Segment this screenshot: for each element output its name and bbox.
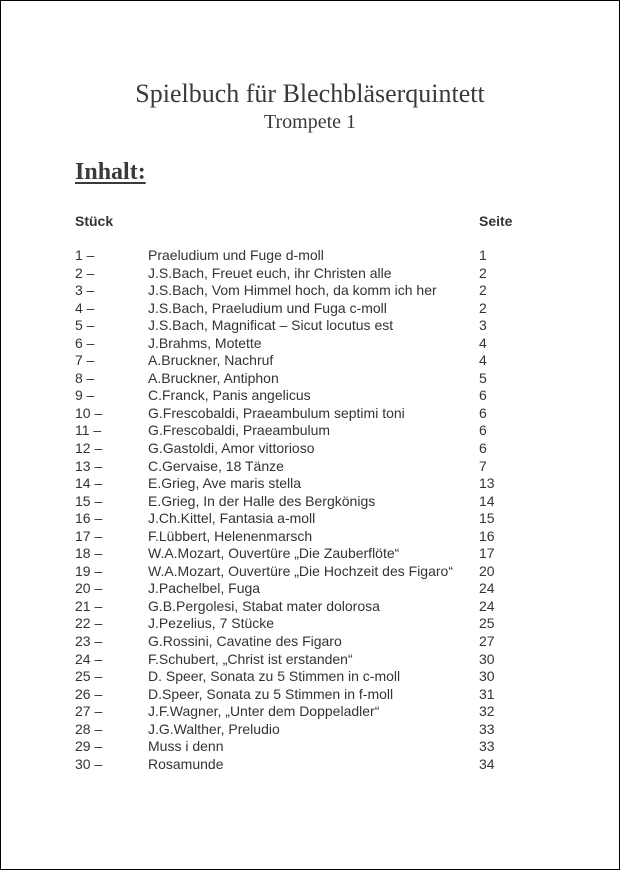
- entry-page-number: 31: [479, 685, 495, 702]
- toc-entry: [75, 405, 535, 423]
- entry-number: 12 –: [75, 440, 103, 457]
- entry-page-number: 15: [479, 510, 495, 527]
- toc-entry: [75, 686, 535, 704]
- entry-title: J.Brahms, Motette: [148, 334, 262, 351]
- entry-number: 28 –: [75, 720, 103, 737]
- toc-entry: [75, 580, 535, 598]
- entry-number: 10 –: [75, 404, 103, 421]
- entry-title: E.Grieg, In der Halle des Bergkönigs: [148, 492, 376, 509]
- entry-page-number: 6: [479, 422, 487, 439]
- entry-title: J.Ch.Kittel, Fantasia a-moll: [148, 510, 316, 527]
- entry-number: 19 –: [75, 562, 103, 579]
- entry-number: 15 –: [75, 492, 103, 509]
- entry-number: 2 –: [75, 264, 95, 281]
- page-column-header: Seite: [479, 213, 513, 229]
- entry-number: 17 –: [75, 527, 103, 544]
- entry-title: Muss i denn: [148, 738, 224, 755]
- entry-page-number: 30: [479, 668, 495, 685]
- entry-title: D. Speer, Sonata zu 5 Stimmen in c-moll: [148, 668, 401, 685]
- entry-number: 20 –: [75, 580, 103, 597]
- toc-entry: [75, 440, 535, 458]
- toc-entry: [75, 282, 535, 300]
- piece-column-header: Stück: [75, 213, 114, 229]
- entry-page-number: 3: [479, 317, 487, 334]
- entry-number: 3 –: [75, 282, 95, 299]
- entry-page-number: 32: [479, 703, 495, 720]
- toc-entry: [75, 668, 535, 686]
- entry-number: 5 –: [75, 317, 95, 334]
- entry-title: W.A.Mozart, Ouvertüre „Die Hochzeit des Figaro“: [148, 562, 453, 579]
- entry-number: 6 –: [75, 334, 95, 351]
- entry-title: W.A.Mozart, Ouvertüre „Die Zauberflöte“: [148, 545, 400, 562]
- entry-title: G.Gastoldi, Amor vittorioso: [148, 440, 315, 457]
- entry-number: 18 –: [75, 545, 103, 562]
- contents-heading: Inhalt:: [75, 159, 146, 185]
- entry-number: 4 –: [75, 299, 95, 316]
- entry-page-number: 6: [479, 404, 487, 421]
- toc-entry: [75, 756, 535, 774]
- toc-entry: [75, 352, 535, 370]
- toc-entry: [75, 317, 535, 335]
- toc-entry: [75, 651, 535, 669]
- document-title: Spielbuch für Blechbläserquintett: [135, 79, 485, 108]
- toc-entry: [75, 247, 535, 265]
- entry-number: 8 –: [75, 369, 95, 386]
- entry-number: 24 –: [75, 650, 103, 667]
- toc-entry: [75, 510, 535, 528]
- entry-page-number: 4: [479, 352, 487, 369]
- entry-page-number: 14: [479, 492, 495, 509]
- entry-title: C.Gervaise, 18 Tänze: [148, 457, 284, 474]
- entry-number: 14 –: [75, 475, 103, 492]
- toc-entry: [75, 265, 535, 283]
- entry-page-number: 4: [479, 334, 487, 351]
- entry-title: J.S.Bach, Freuet euch, ihr Christen alle: [148, 264, 392, 281]
- toc-entry: [75, 387, 535, 405]
- toc-entry: [75, 563, 535, 581]
- document-subtitle: Trompete 1: [263, 111, 357, 133]
- entry-number: 1 –: [75, 247, 95, 263]
- entry-number: 21 –: [75, 597, 103, 614]
- entry-number: 23 –: [75, 633, 103, 650]
- entry-page-number: 2: [479, 282, 487, 299]
- entry-title: J.F.Wagner, „Unter dem Doppeladler“: [148, 703, 380, 720]
- toc-entry: [75, 300, 535, 318]
- entry-page-number: 33: [479, 720, 495, 737]
- entry-page-number: 27: [479, 633, 495, 650]
- toc-entry: [75, 703, 535, 721]
- toc-entry: [75, 370, 535, 388]
- entry-number: 22 –: [75, 615, 103, 632]
- toc-entry: [75, 545, 535, 563]
- toc-entry: [75, 721, 535, 739]
- entry-title: Praeludium und Fuge d-moll: [148, 247, 324, 263]
- entry-page-number: 6: [479, 440, 487, 457]
- entry-page-number: 13: [479, 475, 495, 492]
- entry-page-number: 6: [479, 387, 487, 404]
- entry-page-number: 33: [479, 738, 495, 755]
- toc-entry: [75, 738, 535, 756]
- entry-number: 9 –: [75, 387, 95, 404]
- toc-entry: [75, 528, 535, 546]
- entry-title: J.G.Walther, Preludio: [148, 720, 280, 737]
- entry-page-number: 24: [479, 597, 495, 614]
- toc-entry: [75, 615, 535, 633]
- entry-title: J.Pezelius, 7 Stücke: [148, 615, 275, 632]
- entry-number: 26 –: [75, 685, 103, 702]
- toc-entry: [75, 475, 535, 493]
- entry-title: J.S.Bach, Vom Himmel hoch, da komm ich her: [148, 282, 437, 299]
- entry-number: 7 –: [75, 352, 95, 369]
- entry-number: 27 –: [75, 703, 103, 720]
- entry-number: 30 –: [75, 755, 103, 772]
- toc-entry: [75, 335, 535, 353]
- entry-title: J.Pachelbel, Fuga: [148, 580, 261, 597]
- entry-page-number: 5: [479, 369, 487, 386]
- entry-number: 11 –: [75, 422, 102, 439]
- entry-page-number: 2: [479, 264, 487, 281]
- entry-page-number: 7: [479, 457, 487, 474]
- entry-title: E.Grieg, Ave maris stella: [148, 475, 302, 492]
- toc-entry: [75, 422, 535, 440]
- entry-title: D.Speer, Sonata zu 5 Stimmen in f-moll: [148, 685, 394, 702]
- toc-entry: [75, 633, 535, 651]
- entry-number: 13 –: [75, 457, 103, 474]
- entry-title: A.Bruckner, Antiphon: [148, 369, 279, 386]
- entry-page-number: 16: [479, 527, 495, 544]
- entry-page-number: 34: [479, 755, 495, 772]
- entry-number: 29 –: [75, 738, 103, 755]
- entry-title: C.Franck, Panis angelicus: [148, 387, 311, 404]
- toc-entry: [75, 493, 535, 511]
- entry-page-number: 25: [479, 615, 495, 632]
- entry-page-number: 24: [479, 580, 495, 597]
- entry-title: F.Schubert, „Christ ist erstanden“: [148, 650, 353, 667]
- entry-page-number: 1: [479, 247, 487, 263]
- entry-title: Rosamunde: [148, 755, 224, 772]
- entry-title: G.Frescobaldi, Praeambulum: [148, 422, 331, 439]
- entry-title: G.Rossini, Cavatine des Figaro: [148, 633, 342, 650]
- entry-number: 25 –: [75, 668, 103, 685]
- entry-title: A.Bruckner, Nachruf: [148, 352, 274, 369]
- toc-entry: [75, 458, 535, 476]
- entry-page-number: 20: [479, 562, 495, 579]
- entry-title: J.S.Bach, Praeludium und Fuga c-moll: [148, 299, 387, 316]
- table-of-contents: [75, 247, 535, 773]
- entry-number: 16 –: [75, 510, 103, 527]
- entry-title: F.Lübbert, Helenenmarsch: [148, 527, 313, 544]
- entry-page-number: 30: [479, 650, 495, 667]
- entry-page-number: 17: [479, 545, 495, 562]
- entry-title: G.B.Pergolesi, Stabat mater dolorosa: [148, 597, 380, 614]
- entry-title: G.Frescobaldi, Praeambulum septimi toni: [148, 404, 405, 421]
- toc-entry: [75, 598, 535, 616]
- entry-page-number: 2: [479, 299, 487, 316]
- entry-title: J.S.Bach, Magnificat – Sicut locutus est: [148, 317, 394, 334]
